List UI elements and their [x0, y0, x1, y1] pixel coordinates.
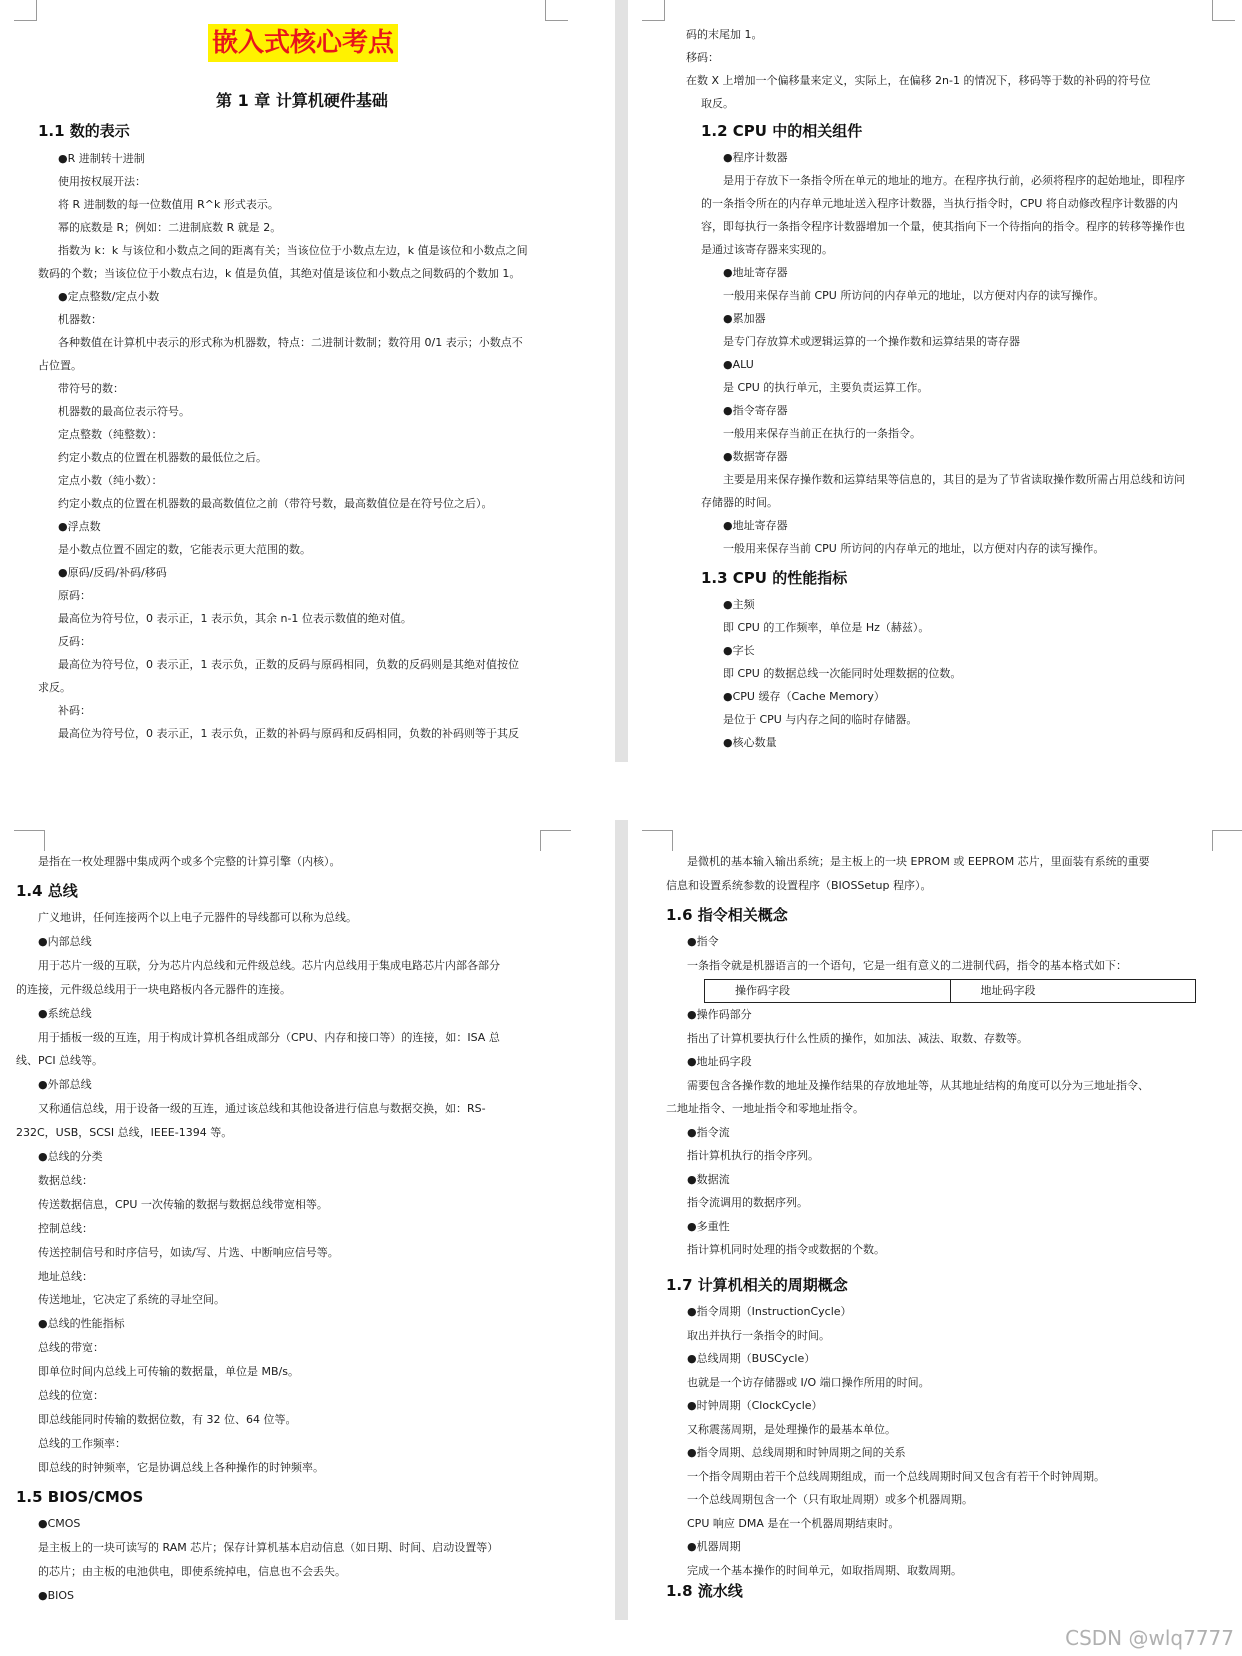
body-text-line: 存储器的时间。	[701, 496, 778, 509]
body-text-line: 是 CPU 的执行单元，主要负责运算工作。	[723, 381, 929, 394]
bullet-heading: ●主频	[723, 598, 755, 611]
body-text-line: 是位于 CPU 与内存之间的临时存储器。	[723, 713, 918, 726]
bullet-heading: ●原码/反码/补码/移码	[58, 566, 167, 579]
body-text-line: 是微机的基本输入输出系统；是主板上的一块 EPROM 或 EEPROM 芯片，里面装有系统的重要	[687, 855, 1150, 868]
body-text-line: 一个总线周期包含一个（只有取址周期）或多个机器周期。	[687, 1493, 973, 1506]
bullet-heading: ●时钟周期（ClockCycle）	[687, 1399, 823, 1412]
crop-mark	[642, 0, 665, 21]
bullet-heading: ●程序计数器	[723, 151, 788, 164]
body-text-line: 用于插板一级的互连，用于构成计算机各组成部分（CPU、内存和接口等）的连接，如：ISA 总	[38, 1030, 500, 1044]
bullet-heading: ●总线的分类	[38, 1150, 103, 1163]
body-text-line: 求反。	[38, 681, 71, 694]
body-text-line: 数码的个数；当该位位于小数点右边，k 值是负值，其绝对值是该位和小数点之间数码的个数加 1。	[38, 267, 521, 280]
section-heading: 1.5 BIOS/CMOS	[16, 1488, 144, 1506]
body-text-line: 容，即每执行一条指令程序计数器增加一个量，使其指向下一个待指向的指令。程序的转移等操作也	[701, 220, 1185, 233]
section-heading: 1.1 数的表示	[38, 122, 130, 140]
section-heading: 1.4 总线	[16, 882, 78, 900]
body-text-line: 机器数的最高位表示符号。	[58, 405, 190, 418]
body-text-line: 一般用来保存当前正在执行的一条指令。	[723, 427, 921, 440]
body-text-line: 机器数：	[58, 313, 102, 326]
bullet-heading: ●R 进制转十进制	[58, 152, 145, 165]
crop-mark	[540, 830, 571, 851]
page-gutter-top	[615, 0, 628, 762]
body-text-line: 完成一个基本操作的时间单元，如取指周期、取数周期。	[687, 1563, 962, 1577]
body-text-line: 的芯片；由主板的电池供电，即使系统掉电，信息也不会丢失。	[38, 1564, 346, 1578]
bullet-heading: ●多重性	[687, 1219, 730, 1233]
body-text-line: 传送控制信号和时序信号，如读/写、片选、中断响应信号等。	[38, 1245, 339, 1259]
section-heading: 1.6 指令相关概念	[666, 906, 788, 924]
body-text-line: 是用于存放下一条指令所在单元的地址的地方。在程序执行前，必须将程序的起始地址，即程序	[723, 174, 1185, 187]
document-page-2[interactable]	[628, 0, 1242, 762]
body-text-line: 指计算机同时处理的指令或数据的个数。	[687, 1243, 885, 1256]
body-text-line: 一般用来保存当前 CPU 所访问的内存单元的地址，以方便对内存的读写操作。	[723, 542, 1105, 555]
body-text-line: 指数为 k：k 与该位和小数点之间的距离有关；当该位位于小数点左边，k 值是该位和小数点之间	[58, 244, 528, 257]
body-text-line: 幂的底数是 R；例如：二进制底数 R 就是 2。	[58, 221, 282, 234]
body-text-line: 将 R 进制数的每一位数值用 R^k 形式表示。	[58, 198, 279, 211]
instruction-format-table	[704, 979, 1196, 1003]
body-text-line: 移码：	[686, 51, 719, 64]
bullet-heading: ●数据寄存器	[723, 450, 788, 463]
body-text-line: 即总线能同时传输的数据位数，有 32 位、64 位等。	[38, 1412, 297, 1426]
body-text-line: 又称震荡周期，是处理操作的最基本单位。	[687, 1422, 896, 1436]
body-text-line: 主要是用来保存操作数和运算结果等信息的，其目的是为了节省读取操作数所需占用总线和访问	[723, 473, 1185, 486]
document-page-3[interactable]	[0, 820, 615, 1620]
document-page-1[interactable]	[0, 0, 615, 762]
body-text-line: 即 CPU 的数据总线一次能同时处理数据的位数。	[723, 667, 962, 680]
body-text-line: 约定小数点的位置在机器数的最高数值位之前（带符号数，最高数值位是在符号位之后）。	[58, 497, 493, 510]
body-text-line: 的一条指令所在的内存单元地址送入程序计数器，当执行指令时，CPU 将自动修改程序计数器的内	[701, 197, 1178, 210]
body-text-line: 补码：	[58, 704, 91, 717]
bullet-heading: ●定点整数/定点小数	[58, 290, 160, 303]
body-text-line: 总线的带宽：	[38, 1341, 104, 1355]
body-text-line: 二地址指令、一地址指令和零地址指令。	[666, 1102, 864, 1115]
body-text-line: 最高位为符号位，0 表示正，1 表示负，正数的补码与原码和反码相同，负数的补码则等于其反	[58, 727, 519, 740]
section-heading: 1.2 CPU 中的相关组件	[701, 122, 863, 140]
body-text-line: 总线的位宽：	[38, 1389, 104, 1402]
body-text-line: 取反。	[701, 97, 734, 110]
body-text-line: 各种数值在计算机中表示的形式称为机器数，特点：二进制计数制；数符用 0/1 表示；小数点不	[58, 336, 523, 349]
body-text-line: 是通过该寄存器来实现的。	[701, 243, 833, 256]
bullet-heading: ●BIOS	[38, 1588, 75, 1602]
bullet-heading: ●指令	[687, 935, 719, 948]
body-text-line: 占位置。	[38, 359, 82, 372]
body-text-line: 是指在一枚处理器中集成两个或多个完整的计算引擎（内核）。	[38, 855, 341, 868]
bullet-heading: ●浮点数	[58, 520, 101, 533]
bullet-heading: ●外部总线	[38, 1078, 92, 1092]
bullet-heading: ●指令寄存器	[723, 404, 788, 417]
watermark: CSDN @wlq7777	[1065, 1626, 1234, 1650]
bullet-heading: ●地址码字段	[687, 1055, 752, 1068]
bullet-heading: ●CPU 缓存（Cache Memory）	[723, 690, 885, 703]
body-text-line: 一个指令周期由若干个总线周期组成，而一个总线周期时间又包含有若干个时钟周期。	[687, 1469, 1105, 1483]
body-text-line: 指计算机执行的指令序列。	[687, 1149, 819, 1162]
section-heading: 1.7 计算机相关的周期概念	[666, 1276, 848, 1294]
body-text-line: 最高位为符号位，0 表示正，1 表示负，正数的反码与原码相同，负数的反码则是其绝对值按位	[58, 658, 519, 671]
bullet-heading: ●CMOS	[38, 1517, 81, 1530]
document-title: 嵌入式核心考点	[208, 24, 398, 62]
body-text-line: 232C，USB，SCSI 总线，IEEE-1394 等。	[16, 1126, 233, 1140]
body-text-line: 取出并执行一条指令的时间。	[687, 1328, 830, 1342]
body-text-line: 是主板上的一块可读写的 RAM 芯片；保存计算机基本启动信息（如日期、时间、启动设置等）	[38, 1540, 499, 1554]
body-text-line: 总线的工作频率：	[38, 1436, 126, 1450]
bullet-heading: ●核心数量	[723, 736, 777, 749]
body-text-line: 一条指令就是机器语言的一个语句，它是一组有意义的二进制代码，指令的基本格式如下：	[687, 958, 1127, 972]
body-text-line: 地址总线：	[38, 1269, 93, 1283]
section-heading: 1.3 CPU 的性能指标	[701, 569, 848, 587]
body-text-line: 是专门存放算术或逻辑运算的一个操作数和运算结果的寄存器	[723, 335, 1020, 348]
body-text-line: 广义地讲，任何连接两个以上电子元器件的导线都可以称为总线。	[38, 911, 357, 924]
body-text-line: 即 CPU 的工作频率，单位是 Hz（赫兹）。	[723, 621, 930, 634]
body-text-line: 即单位时间内总线上可传输的数据量，单位是 MB/s。	[38, 1365, 299, 1379]
body-text-line: 线、PCI 总线等。	[16, 1054, 104, 1068]
bullet-heading: ●地址寄存器	[723, 266, 788, 279]
body-text-line: 定点小数（纯小数）：	[58, 474, 163, 487]
body-text-line: 在数 X 上增加一个偏移量来定义，实际上，在偏移 2n-1 的情况下，移码等于数的补码的符号位	[686, 74, 1151, 87]
body-text-line: 定点整数（纯整数）：	[58, 428, 163, 441]
bullet-heading: ●系统总线	[38, 1006, 92, 1020]
body-text-line: 约定小数点的位置在机器数的最低位之后。	[58, 451, 267, 464]
page-gutter-bottom	[615, 820, 628, 1620]
bullet-heading: ●机器周期	[687, 1540, 741, 1553]
body-text-line: 传送数据信息，CPU 一次传输的数据与数据总线带宽相等。	[38, 1197, 328, 1211]
bullet-heading: ●操作码部分	[687, 1008, 752, 1021]
body-text-line: 原码：	[58, 589, 91, 602]
body-text-line: 又称通信总线，用于设备一级的互连，通过该总线和其他设备进行信息与数据交换，如：RS-	[38, 1102, 486, 1116]
crop-mark	[14, 830, 45, 851]
chapter-title: 第 1 章 计算机硬件基础	[216, 91, 388, 110]
body-text-line: 反码：	[58, 635, 91, 648]
body-text-line: 用于芯片一级的互联，分为芯片内总线和元件级总线。芯片内总线用于集成电路芯片内部各部分	[38, 958, 500, 972]
body-text-line: 即总线的时钟频率，它是协调总线上各种操作的时钟频率。	[38, 1460, 324, 1474]
body-text-line: 使用按权展开法：	[58, 175, 146, 188]
body-text-line: 需要包含各操作数的地址及操作结果的存放地址等，从其地址结构的角度可以分为三地址指令、	[687, 1078, 1149, 1092]
bullet-heading: ●指令流	[687, 1125, 730, 1139]
bullet-heading: ●地址寄存器	[723, 519, 788, 532]
body-text-line: 指出了计算机要执行什么性质的操作，如加法、减法、取数、存数等。	[687, 1031, 1028, 1045]
body-text-line: 是小数点位置不固定的数，它能表示更大范围的数。	[58, 543, 311, 556]
body-text-line: 带符号的数：	[58, 382, 124, 395]
body-text-line: 也就是一个访存储器或 I/O 端口操作所用的时间。	[687, 1375, 930, 1389]
body-text-line: 一般用来保存当前 CPU 所访问的内存单元的地址，以方便对内存的读写操作。	[723, 289, 1105, 302]
body-text-line: 控制总线：	[38, 1221, 93, 1235]
document-page-4[interactable]	[628, 820, 1242, 1620]
bullet-heading: ●ALU	[723, 358, 754, 371]
bullet-heading: ●累加器	[723, 312, 766, 325]
body-text-line: 指令流调用的数据序列。	[687, 1196, 808, 1209]
crop-mark	[14, 0, 37, 21]
section-heading: 1.8 流水线	[666, 1582, 743, 1600]
body-text-line: 最高位为符号位，0 表示正，1 表示负，其余 n-1 位表示数值的绝对值。	[58, 612, 412, 625]
bullet-heading: ●总线的性能指标	[38, 1317, 125, 1331]
address-field-cell: 地址码字段	[950, 980, 1196, 1002]
body-text-line: 码的末尾加 1。	[686, 28, 763, 41]
bullet-heading: ●指令周期（InstructionCycle）	[687, 1305, 852, 1318]
bullet-heading: ●总线周期（BUSCycle）	[687, 1352, 816, 1365]
crop-mark	[1212, 830, 1242, 851]
body-text-line: 信息和设置系统参数的设置程序（BIOSSetup 程序）。	[666, 878, 932, 892]
bullet-heading: ●数据流	[687, 1172, 730, 1186]
body-text-line: 传送地址，它决定了系统的寻址空间。	[38, 1293, 225, 1307]
bullet-heading: ●指令周期、总线周期和时钟周期之间的关系	[687, 1446, 906, 1459]
bullet-heading: ●内部总线	[38, 934, 92, 948]
body-text-line: 的连接，元件级总线用于一块电路板内各元器件的连接。	[16, 982, 291, 996]
body-text-line: 数据总线：	[38, 1173, 93, 1187]
opcode-field-cell: 操作码字段	[735, 984, 790, 997]
crop-mark	[642, 830, 673, 851]
crop-mark	[545, 0, 568, 21]
bullet-heading: ●字长	[723, 644, 755, 657]
crop-mark	[1212, 0, 1235, 21]
body-text-line: CPU 响应 DMA 是在一个机器周期结束时。	[687, 1516, 900, 1530]
